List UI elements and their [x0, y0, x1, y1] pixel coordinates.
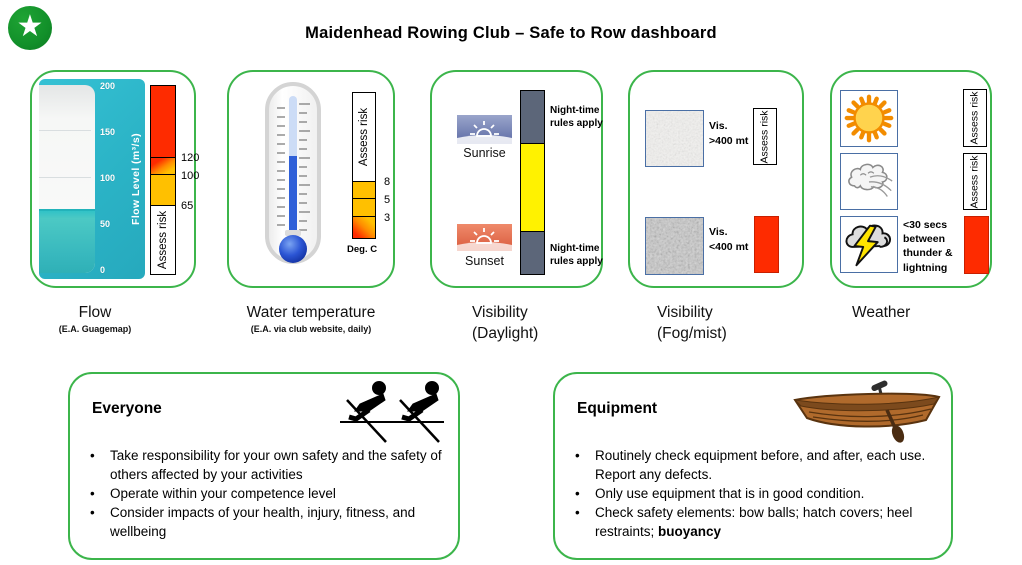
- list-item: • Operate within your competence level: [86, 484, 444, 503]
- water-temperature-source: (E.A. via club website, daily): [250, 324, 372, 334]
- temperature-threshold: 3: [384, 212, 391, 224]
- assess-risk-label: Assess risk: [759, 109, 771, 164]
- assess-risk-label: Assess risk: [969, 91, 981, 145]
- sunset-icon: [457, 224, 512, 251]
- star-icon: ★: [16, 10, 44, 43]
- night-rules-note-bottom: Night-time rules apply: [550, 243, 603, 267]
- visibility-daylight-panel: [430, 70, 603, 288]
- flow-risk-assess: [151, 205, 175, 274]
- lightning-icon: [840, 216, 898, 273]
- sunrise-label: Sunrise: [463, 146, 506, 160]
- list-item: • Routinely check equipment before, and after, each use. Report any defects.: [571, 446, 929, 484]
- flow-tick: 0: [100, 265, 106, 275]
- wind-icon: [840, 153, 898, 210]
- everyone-title: Everyone: [92, 400, 162, 417]
- boat-icon: [791, 378, 943, 444]
- daylight-night-top: [521, 91, 544, 143]
- sun-icon: [840, 90, 898, 147]
- flow-tick: 200: [100, 81, 116, 91]
- weather-caption: Weather: [852, 304, 911, 321]
- flow-panel: [30, 70, 200, 288]
- assess-risk-label: Assess risk: [358, 107, 370, 167]
- weather-panel: [830, 70, 992, 288]
- flow-water-level: [39, 209, 95, 273]
- flow-gauge-tube: [39, 85, 95, 273]
- fog-assess-risk-box: [753, 108, 777, 165]
- flow-gauge: [39, 79, 145, 279]
- temperature-risk-assess: [353, 93, 375, 181]
- water-temperature-caption: Water temperature (E.A. via club website, daily): [227, 302, 395, 335]
- temperature-threshold: 8: [384, 176, 391, 188]
- daylight-night-bottom: [521, 231, 544, 274]
- page-title: Maidenhead Rowing Club – Safe to Row dashboard: [305, 24, 717, 42]
- visibility-fog-panel: [628, 70, 804, 288]
- equipment-bullet-list: [571, 446, 929, 541]
- list-item: • Consider impacts of your health, injury, fitness, and wellbeing: [86, 503, 444, 541]
- visibility-fog-caption: Visibility (Fog/mist): [657, 304, 727, 342]
- flow-tick: 100: [100, 173, 116, 183]
- night-rules-note-top: Night-time rules apply: [550, 105, 603, 129]
- flow-risk-gradient: [151, 157, 175, 174]
- sunset-label: Sunset: [465, 254, 504, 268]
- equipment-title: Equipment: [577, 400, 658, 417]
- flow-threshold: 65: [181, 200, 194, 212]
- list-item: • Take responsibility for your own safety and the safety of others affected by your activities: [86, 446, 444, 484]
- visibility-good-note: Vis. >400 mt: [709, 120, 749, 148]
- temperature-unit: Deg. C: [347, 244, 378, 255]
- flow-threshold: 120: [181, 152, 200, 164]
- fog-risk-red-box: [754, 216, 779, 273]
- flow-threshold: 100: [181, 170, 200, 182]
- flow-caption: Flow (E.A. Guagemap): [30, 302, 160, 335]
- flow-tick: 150: [100, 127, 116, 137]
- flow-risk-red: [151, 86, 175, 157]
- flow-source: (E.A. Guagemap): [58, 324, 132, 334]
- assess-risk-label: Assess risk: [157, 210, 169, 270]
- temperature-threshold: 5: [384, 194, 391, 206]
- rowers-icon: [340, 380, 444, 448]
- light-fog-image: [645, 110, 704, 167]
- wind-assess-risk-box: [963, 153, 987, 210]
- flow-risk-amber: [151, 174, 175, 205]
- visibility-daylight-caption: Visibility (Daylight): [472, 304, 539, 342]
- everyone-bullet-list: [86, 446, 444, 541]
- lightning-note: <30 secs between thunder & lightning: [903, 219, 953, 274]
- daylight-bar: [520, 90, 545, 275]
- daylight-day-segment: [521, 143, 544, 231]
- dense-fog-image: [645, 217, 704, 275]
- list-item: • Only use equipment that is in good condition.: [571, 484, 929, 503]
- sunrise-icon: [457, 115, 512, 144]
- sun-assess-risk-box: [963, 89, 987, 147]
- temperature-risk-amber: [353, 198, 375, 216]
- water-temperature-panel: [227, 70, 395, 288]
- temperature-risk-amber: [353, 181, 375, 198]
- flow-risk-bar: [150, 85, 176, 275]
- equipment-card: [553, 372, 953, 560]
- everyone-card: [68, 372, 460, 560]
- temperature-risk-red: [353, 216, 375, 238]
- buoyancy-emphasis: buoyancy: [658, 524, 722, 539]
- weather-risk-red-box: [964, 216, 989, 274]
- assess-risk-label: Assess risk: [969, 154, 981, 209]
- temperature-risk-bar: [352, 92, 376, 239]
- thermometer-icon: [243, 80, 343, 280]
- visibility-poor-note: Vis. <400 mt: [709, 226, 749, 254]
- flow-tick: 50: [100, 219, 111, 229]
- list-item: • Check safety elements: bow balls; hatch covers; heel restraints; buoyancy: [571, 503, 929, 541]
- flow-axis-label: Flow Level (m³/s): [130, 133, 143, 225]
